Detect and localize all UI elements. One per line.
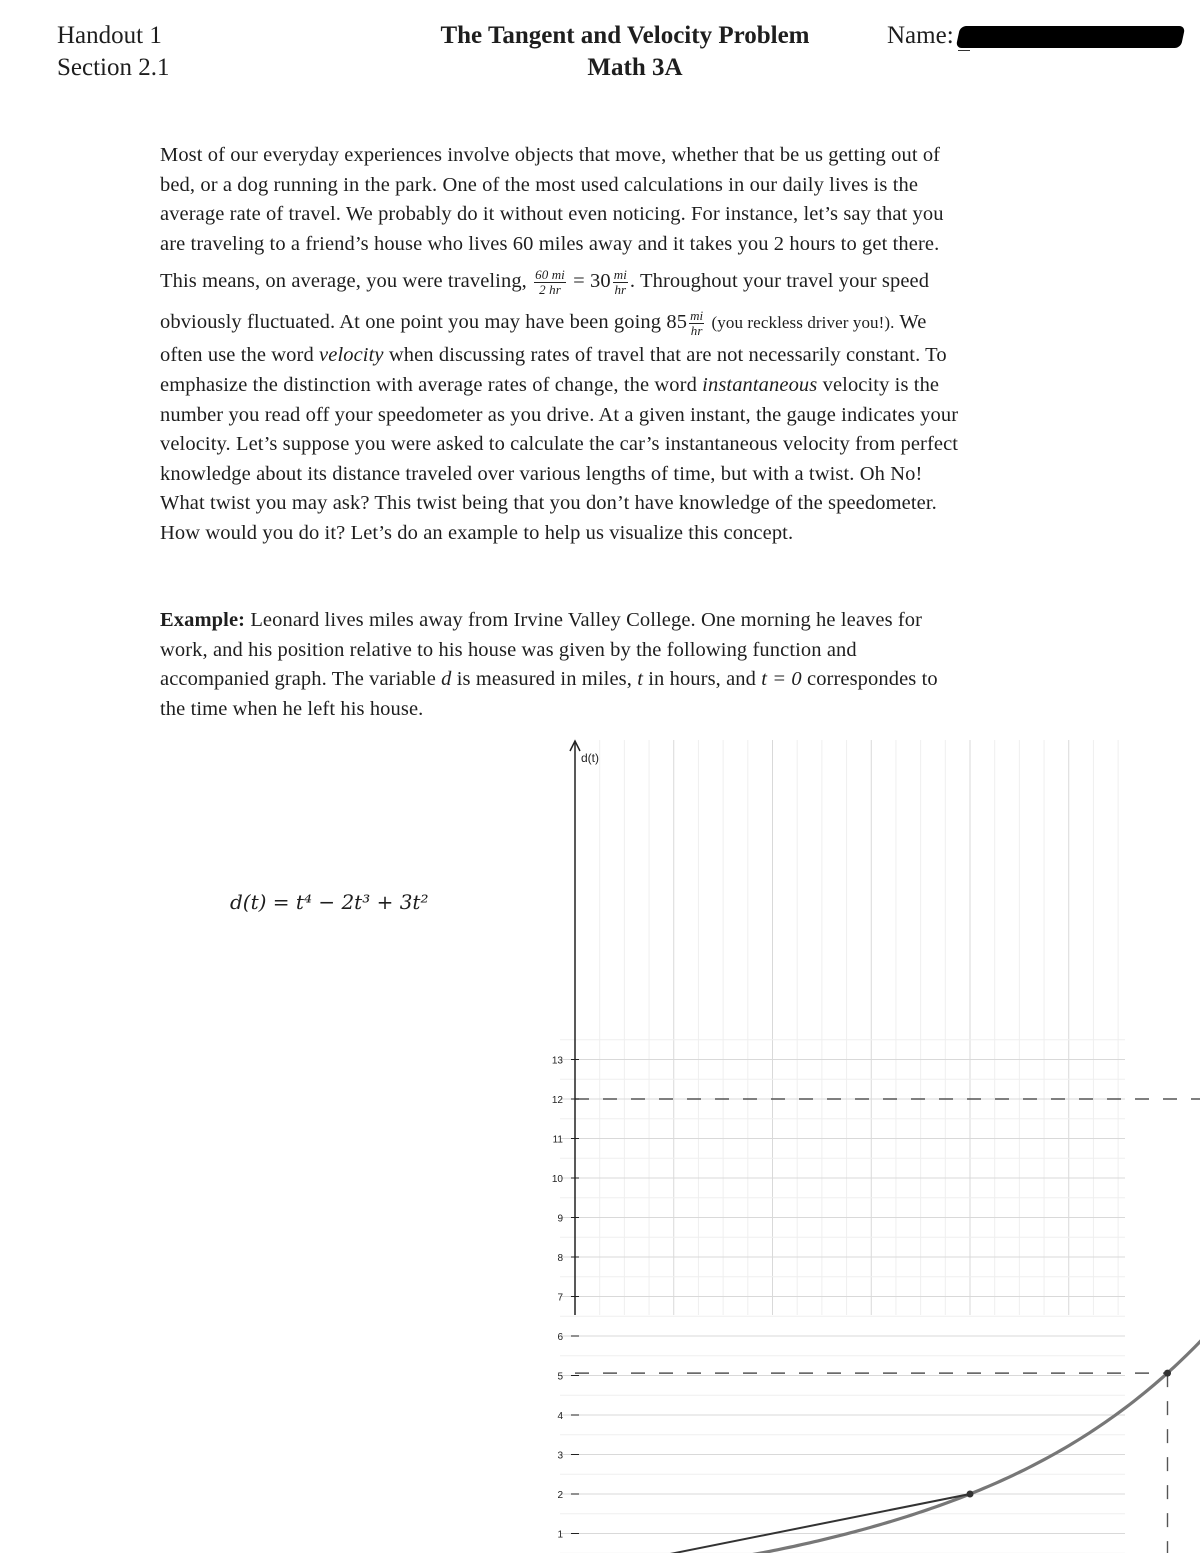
intro-text: velocity is the — [822, 373, 940, 396]
y-tick-label: 9 — [557, 1213, 563, 1225]
intro-text: obviously fluctuated. At one point you may have been going 85 — [160, 311, 688, 334]
fraction-60mi-2hr: $\frac{60 mi}{2 hr}$ — [535, 267, 565, 298]
intro-line: bed, or a dog running in the park. One of the most used calculations in our daily lives is the — [160, 173, 919, 196]
intro-text: when discussing rates of travel that are not necessarily constant. To — [388, 344, 947, 367]
intro-line — [160, 341, 958, 371]
fraction-mi-hr: $\frac{mi}{hr}$ — [690, 308, 704, 339]
position-graph — [500, 735, 1140, 1541]
intro-line — [160, 303, 958, 341]
variable-t: t — [637, 668, 643, 691]
intro-text: = 30 — [573, 270, 611, 293]
y-tick-label: 11 — [552, 1134, 563, 1146]
redacted-name — [956, 26, 1186, 48]
secant-line — [575, 1494, 970, 1553]
intro-text: . Throughout your travel your speed — [629, 270, 930, 293]
intro-paragraph — [160, 141, 958, 549]
y-tick-label: 6 — [557, 1332, 563, 1343]
equation-t-zero: t = 0 — [761, 668, 802, 691]
data-point — [1164, 1370, 1171, 1377]
y-tick-label: 5 — [557, 1371, 563, 1383]
data-point — [967, 1491, 974, 1498]
example-text: Leonard lives miles away from Irvine Valley College. One morning he leaves for — [250, 609, 923, 631]
page-title: The Tangent and Velocity Problem — [440, 22, 810, 49]
intro-text: often use the word — [160, 344, 314, 367]
y-tick-label: 7 — [557, 1292, 563, 1304]
intro-line: velocity. Let’s suppose you were asked to calculate the car’s instantaneous velocity from perfect — [160, 433, 959, 456]
y-tick-label: 3 — [557, 1450, 563, 1462]
example-text: accompanied graph. The variable — [160, 668, 436, 691]
intro-line: knowledge about its distance traveled over various lengths of time, but with a twist. Oh No! — [160, 462, 923, 485]
name-underline — [958, 50, 970, 51]
emphasis-instantaneous: instantaneous — [702, 373, 818, 396]
handout-label: Handout 1 — [57, 22, 162, 49]
emphasis-velocity: velocity — [319, 344, 384, 367]
chart-guides — [575, 1099, 1200, 1553]
y-axis-label: d(t) — [581, 751, 599, 765]
intro-line — [160, 259, 958, 303]
fraction-mi-hr: $\frac{mi}{hr}$ — [613, 267, 627, 298]
y-tick-label: 12 — [551, 1095, 563, 1106]
intro-line: number you read off your speedometer as you drive. At a given instant, the gauge indicates your — [160, 403, 959, 426]
y-tick-label: 2 — [557, 1490, 563, 1501]
y-tick-label: 8 — [557, 1253, 563, 1264]
example-text: correspondes to — [807, 668, 938, 691]
example-line — [160, 665, 938, 695]
intro-line: average rate of travel. We probably do it without even noticing. For instance, let’s say that you — [160, 203, 944, 226]
chart-grid — [560, 740, 1125, 1553]
section-label: Section 2.1 — [57, 54, 170, 81]
chart-labels — [581, 751, 1114, 1553]
position-curve — [575, 1058, 1200, 1553]
chart-axes — [562, 741, 1125, 1553]
example-label: Example: — [160, 609, 246, 631]
y-tick-label: 13 — [551, 1055, 563, 1067]
example-line: the time when he left his house. — [160, 697, 424, 720]
intro-text: emphasize the distinction with average rates of change, the word — [160, 373, 697, 396]
example-paragraph — [160, 606, 938, 724]
intro-line: How would you do it? Let’s do an example to help us visualize this concept. — [160, 521, 794, 544]
example-line — [160, 606, 938, 636]
intro-note: (you reckless driver you!). — [711, 313, 895, 333]
position-function: d(t) = t⁴ − 2t³ + 3t² — [230, 890, 429, 914]
y-tick-label: 4 — [557, 1411, 563, 1422]
y-tick-label: 10 — [551, 1174, 563, 1185]
example-text: is measured in miles, — [456, 668, 632, 691]
intro-text: This means, on average, you were traveling, — [160, 270, 527, 293]
y-tick-label: 1 — [557, 1529, 563, 1541]
intro-line: Most of our everyday experiences involve objects that move, whether that be us getting out of — [160, 144, 941, 166]
intro-line — [160, 371, 958, 401]
variable-d: d — [441, 668, 452, 691]
example-line: work, and his position relative to his house was given by the following function and — [160, 638, 857, 661]
course-label: Math 3A — [587, 54, 683, 81]
intro-text: We — [899, 311, 927, 334]
name-label: Name: — [887, 22, 954, 49]
intro-line: What twist you may ask? This twist being that you don’t have knowledge of the speedometer. — [160, 492, 937, 515]
example-text: in hours, and — [648, 668, 756, 691]
chart-series — [572, 1058, 1200, 1553]
intro-line: are traveling to a friend’s house who lives 60 miles away and it takes you 2 hours to get there. — [160, 232, 940, 255]
